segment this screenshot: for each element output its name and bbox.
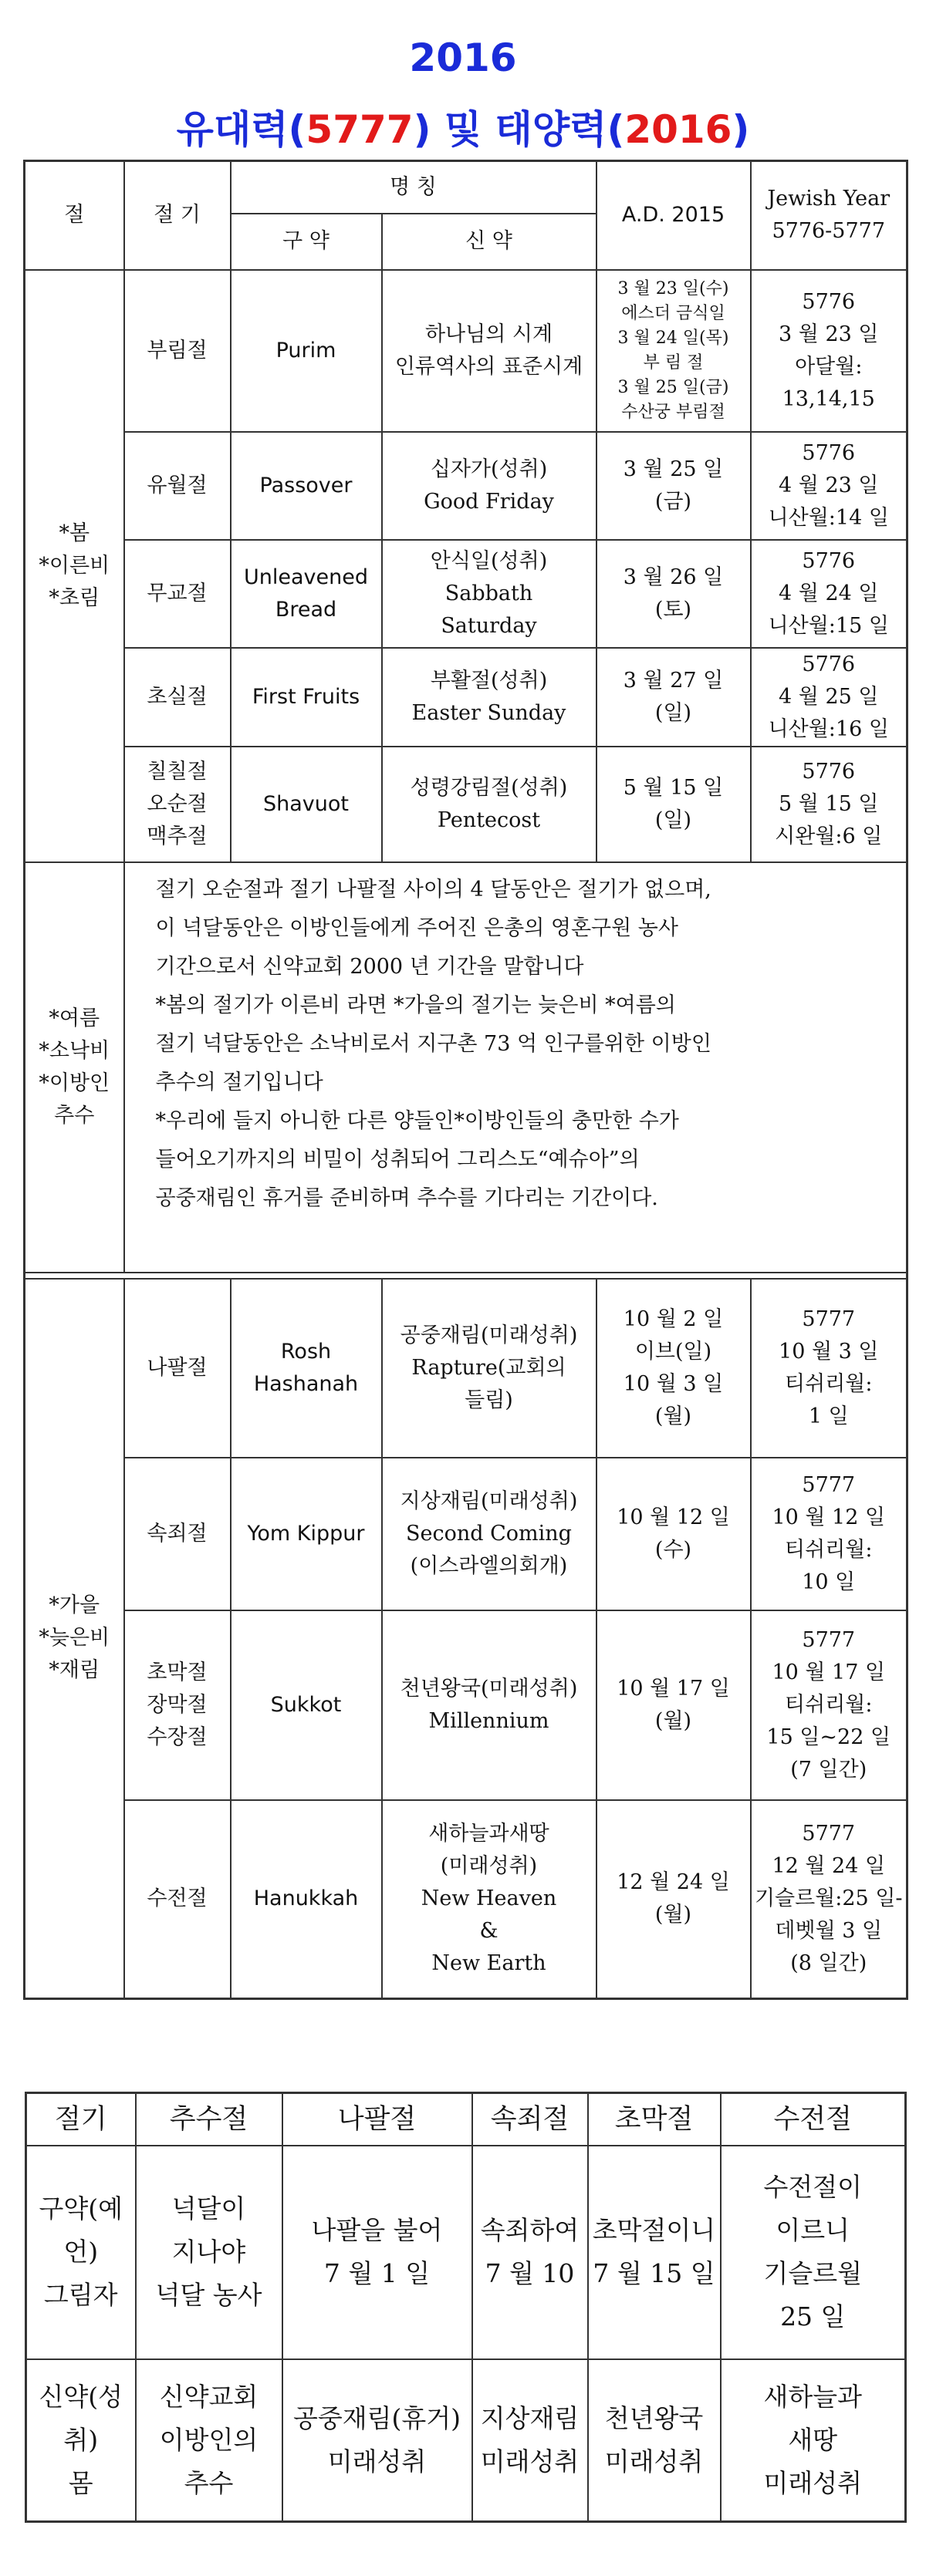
summary-cell-line: 7 월 15 일 <box>593 2258 715 2288</box>
gregorian-date-line: 3 월 27 일 <box>623 668 724 693</box>
new-testament-fulfillment <box>382 432 596 540</box>
summary-cell-line: 지상재림 <box>480 2402 580 2433</box>
jewish-date <box>751 747 907 862</box>
spring-season-line: *이른비 <box>39 553 110 578</box>
gregorian-date-line: 10 월 2 일 <box>623 1307 724 1331</box>
new-testament-fulfillment-line: 성령강림절(성취) <box>410 775 568 800</box>
new-testament-fulfillment <box>382 1610 596 1800</box>
summer-description-line: *우리에 들지 아니한 다른 양들인*이방인들의 충만한 수가 <box>155 1108 679 1133</box>
summary-cell-line: 초막절이니 <box>592 2215 716 2245</box>
summary-new-testament-row <box>26 2359 906 2522</box>
summary-cell-line: 나팔을 불어 <box>311 2215 443 2245</box>
old-testament-name-line: Hanukkah <box>253 1886 359 1911</box>
gregorian-date <box>596 432 751 540</box>
feast-name-line: 초막절 <box>147 1660 208 1684</box>
summary-header-row <box>26 2093 906 2146</box>
new-testament-fulfillment-line: Easter Sunday <box>411 700 566 725</box>
header-name: 명 칭 <box>231 161 596 214</box>
feast-name <box>124 1458 231 1610</box>
jewish-date <box>751 270 907 432</box>
jewish-date-line: 티쉬리월: <box>785 1371 873 1396</box>
gregorian-date <box>596 540 751 648</box>
summer-description-line: 절기 오순절과 절기 나팔절 사이의 4 달동안은 절기가 없으며, <box>155 877 711 902</box>
jewish-date-line: 5777 <box>802 1472 856 1497</box>
summary-header-cell: 수전절 <box>721 2093 906 2146</box>
old-testament-name <box>231 1610 382 1800</box>
summary-cell <box>282 2146 472 2359</box>
feast-name-line: 부림절 <box>147 338 208 362</box>
gregorian-date-line: 3 월 25 일(금) <box>617 377 729 397</box>
old-testament-name <box>231 1800 382 1999</box>
spring-season-line: *초림 <box>49 585 100 610</box>
title-part-c: ) 및 태양력( <box>413 107 625 152</box>
jewish-date-line: 기슬르월:25 일- <box>754 1886 903 1911</box>
summary-cell <box>472 2359 588 2522</box>
gregorian-date-line: (월) <box>654 1404 692 1428</box>
summary-cell <box>721 2359 906 2522</box>
gregorian-date-line: 3 월 23 일(수) <box>617 278 729 298</box>
summary-cell-line: 지나야 <box>171 2237 246 2267</box>
feast-name-line: 맥추절 <box>147 824 208 848</box>
summary-header-cell: 추수절 <box>136 2093 282 2146</box>
gregorian-date <box>596 747 751 862</box>
new-testament-fulfillment-line: New Heaven <box>421 1886 557 1911</box>
gregorian-date-line: 10 월 17 일 <box>617 1676 730 1701</box>
gregorian-date-line: 3 월 25 일 <box>623 457 724 481</box>
summary-row-label-line: 신약(성취) <box>39 2381 123 2455</box>
jewish-date-line: 10 일 <box>802 1570 856 1594</box>
summary-row-label-line: 몸 <box>68 2467 93 2498</box>
new-testament-fulfillment-line: (미래성취) <box>440 1854 538 1879</box>
gregorian-date-line: (일) <box>654 808 692 832</box>
summary-header-cell: 나팔절 <box>282 2093 472 2146</box>
summer-description-line: 기간으로서 신약교회 2000 년 기간을 말합니다 <box>155 954 584 979</box>
summary-cell-line: 속죄하여 <box>480 2215 580 2245</box>
gregorian-date <box>596 1800 751 1999</box>
gregorian-date <box>596 270 751 432</box>
jewish-date-line: 4 월 25 일 <box>779 684 879 709</box>
title-jewish-year: 5777 <box>306 107 414 152</box>
jewish-date-line: 5776 <box>802 759 856 784</box>
summer-description-line: 추수의 절기입니다 <box>155 1070 323 1094</box>
summary-cell-line: 공중재림(휴거) <box>292 2402 461 2433</box>
jewish-date-line: 시완월:6 일 <box>775 824 883 848</box>
summer-description-line: 들어오기까지의 비밀이 성취되어 그리스도“예슈아”의 <box>155 1147 640 1172</box>
old-testament-name <box>231 648 382 747</box>
jewish-date-line: 3 월 23 일 <box>779 322 879 346</box>
summary-cell-line: 넉달이 <box>171 2193 246 2224</box>
new-testament-fulfillment <box>382 648 596 747</box>
jewish-date-line: 15 일~22 일 <box>766 1725 891 1749</box>
jewish-date-line: 1 일 <box>808 1404 849 1428</box>
summer-description <box>124 862 907 1273</box>
new-testament-fulfillment-line: Second Coming <box>406 1521 572 1546</box>
feast-name-line: 칠칠절 <box>147 759 208 784</box>
jewish-date-line: 4 월 23 일 <box>779 473 879 497</box>
jewish-date-line: 10 월 3 일 <box>779 1339 879 1364</box>
summary-cell-line: 이르니 <box>776 2215 850 2245</box>
new-testament-fulfillment-line: Rapture(교회의 <box>411 1355 566 1380</box>
header-jewish-year <box>751 161 907 270</box>
old-testament-name <box>231 270 382 432</box>
summary-cell <box>136 2146 282 2359</box>
summary-cell-line: 25 일 <box>780 2301 846 2332</box>
feast-name-line: 오순절 <box>147 791 208 816</box>
new-testament-fulfillment-line: Good Friday <box>424 489 554 514</box>
new-testament-fulfillment <box>382 1279 596 1458</box>
new-testament-fulfillment-line: 새하늘과새땅 <box>428 1822 549 1846</box>
title-part-e: ) <box>732 107 750 152</box>
summary-cell-line: 미래성취 <box>327 2446 427 2477</box>
jewish-date <box>751 648 907 747</box>
summary-cell-line: 미래성취 <box>604 2446 704 2477</box>
new-testament-fulfillment <box>382 1800 596 1999</box>
feast-name-line: 초실절 <box>147 684 208 709</box>
summary-cell-line: 7 월 10 <box>485 2258 575 2288</box>
summer-description-line: 공중재림인 휴거를 준비하며 추수를 기다리는 기간이다. <box>155 1185 658 1210</box>
new-testament-fulfillment-line: New Earth <box>431 1951 546 1976</box>
new-testament-fulfillment-line: 공중재림(미래성취) <box>400 1323 578 1347</box>
new-testament-fulfillment-line: 십자가(성취) <box>430 457 548 481</box>
new-testament-fulfillment-line: 인류역사의 표준시계 <box>394 354 583 379</box>
summary-table <box>25 2092 907 2523</box>
summary-cell-line: 미래성취 <box>763 2467 862 2498</box>
old-testament-name-line: Yom Kippur <box>247 1521 365 1546</box>
summary-row-label <box>26 2359 136 2522</box>
jewish-date <box>751 1800 907 1999</box>
year-title: 2016 <box>409 35 517 80</box>
new-testament-fulfillment <box>382 270 596 432</box>
title-solar-year: 2016 <box>624 107 732 152</box>
spring-feast-row <box>25 540 907 648</box>
summer-season-line: 추수 <box>54 1103 95 1128</box>
summary-cell-line: 이방인의 <box>159 2424 259 2455</box>
header-jewish-line2: 5776-5777 <box>772 219 886 244</box>
summary-cell-line: 7 월 1 일 <box>323 2258 431 2288</box>
gregorian-date-line: (토) <box>654 597 692 622</box>
new-testament-fulfillment-line: Pentecost <box>437 808 541 832</box>
jewish-date-line: 5776 <box>802 652 856 676</box>
autumn-feast-row <box>25 1610 907 1800</box>
new-testament-fulfillment <box>382 747 596 862</box>
jewish-date <box>751 1610 907 1800</box>
gregorian-date-line: (금) <box>654 489 692 514</box>
old-testament-name <box>231 540 382 648</box>
gregorian-date-line: (일) <box>654 700 692 725</box>
spring-feast-row <box>25 648 907 747</box>
summary-row-label <box>26 2146 136 2359</box>
spring-feast-row <box>25 270 907 432</box>
summary-header-cell: 속죄절 <box>472 2093 588 2146</box>
gregorian-date-line: 5 월 15 일 <box>623 775 724 800</box>
header-jewish-line1: Jewish Year <box>767 187 891 211</box>
calendar-title <box>0 99 926 160</box>
new-testament-fulfillment-line: Millennium <box>428 1708 549 1733</box>
new-testament-fulfillment-line: (이스라엘의회개) <box>410 1553 568 1578</box>
gregorian-date-line: 이브(일) <box>634 1339 712 1364</box>
header-ad: A.D. 2015 <box>596 161 751 270</box>
summary-cell <box>588 2146 721 2359</box>
spring-season-line: *봄 <box>59 521 90 545</box>
new-testament-fulfillment <box>382 540 596 648</box>
spring-feast-row <box>25 747 907 862</box>
spring-feast-row <box>25 432 907 540</box>
new-testament-fulfillment-line: & <box>479 1919 498 1944</box>
autumn-season-line: *재림 <box>49 1658 100 1683</box>
gregorian-date-line: 12 월 24 일 <box>617 1870 730 1895</box>
header-section: 절 <box>25 161 124 270</box>
gregorian-date <box>596 1458 751 1610</box>
jewish-date-line: 티쉬리월: <box>785 1537 873 1562</box>
new-testament-fulfillment-line: 천년왕국(미래성취) <box>400 1676 578 1701</box>
feast-name-line: 무교절 <box>147 581 208 605</box>
jewish-date-line: 5 월 15 일 <box>779 791 879 816</box>
autumn-feast-row <box>25 1800 907 1999</box>
feast-name-line: 수전절 <box>147 1886 208 1911</box>
summary-cell-line: 기슬르월 <box>763 2258 862 2288</box>
summary-cell-line: 미래성취 <box>480 2446 580 2477</box>
old-testament-name <box>231 1458 382 1610</box>
new-testament-fulfillment-line: 부활절(성취) <box>430 668 548 693</box>
jewish-date <box>751 432 907 540</box>
jewish-date-line: 5776 <box>802 548 856 573</box>
summary-cell-line: 넉달 농사 <box>155 2280 262 2310</box>
jewish-date-line: 니산월:14 일 <box>768 505 889 530</box>
header-new-testament: 신 약 <box>382 214 596 270</box>
autumn-season-line: *가을 <box>49 1593 100 1618</box>
summary-cell-line: 추수 <box>184 2467 234 2498</box>
feast-name <box>124 432 231 540</box>
summer-season-line: *여름 <box>49 1006 100 1030</box>
old-testament-name-line: Unleavened <box>244 565 368 589</box>
gregorian-date-line: 부 림 절 <box>643 352 704 373</box>
gregorian-date-line: 3 월 24 일(목) <box>617 328 729 348</box>
summary-header-cell: 절기 <box>26 2093 136 2146</box>
autumn-season-line: *늦은비 <box>39 1626 110 1650</box>
feast-name <box>124 540 231 648</box>
summer-row <box>25 862 907 1273</box>
feast-name-line: 수장절 <box>147 1725 208 1749</box>
jewish-date-line: (8 일간) <box>790 1951 867 1976</box>
summary-header-cell: 초막절 <box>588 2093 721 2146</box>
summer-description-line: 이 넉달동안은 이방인들에게 주어진 은총의 영혼구원 농사 <box>155 915 678 940</box>
summary-cell <box>136 2359 282 2522</box>
jewish-date-line: 5777 <box>802 1627 856 1652</box>
gregorian-date <box>596 648 751 747</box>
spring-season <box>25 270 124 862</box>
jewish-date <box>751 540 907 648</box>
gregorian-date-line: 10 월 12 일 <box>617 1505 730 1529</box>
jewish-date-line: 5776 <box>802 440 856 465</box>
summary-cell-line: 새땅 <box>788 2424 838 2455</box>
old-testament-name-line: Rosh <box>280 1339 332 1364</box>
new-testament-fulfillment-line: 안식일(성취) <box>430 548 548 573</box>
jewish-date-line: 13,14,15 <box>782 386 875 411</box>
autumn-feast-row <box>25 1458 907 1610</box>
summary-row-label-line: 그림자 <box>43 2280 118 2310</box>
title-part-a: 유대력( <box>176 107 306 152</box>
gregorian-date-line: 에스더 금식일 <box>621 303 725 323</box>
jewish-date-line: 니산월:16 일 <box>768 716 889 741</box>
autumn-season <box>25 1279 124 1999</box>
feast-name <box>124 648 231 747</box>
gregorian-date <box>596 1610 751 1800</box>
old-testament-name <box>231 1279 382 1458</box>
summary-cell-line: 수전절이 <box>763 2172 862 2202</box>
new-testament-fulfillment-line: Saturday <box>441 613 537 638</box>
summary-cell-line: 신약교회 <box>159 2381 259 2412</box>
old-testament-name-line: Purim <box>275 338 336 362</box>
gregorian-date-line: (수) <box>654 1537 692 1562</box>
summer-season-line: *소낙비 <box>39 1038 110 1063</box>
jewish-date-line: 티쉬리월: <box>785 1692 873 1717</box>
gregorian-date-line: (월) <box>654 1903 692 1927</box>
jewish-date-line: 10 월 17 일 <box>772 1660 886 1684</box>
section-gap <box>25 1273 907 1279</box>
jewish-date <box>751 1458 907 1610</box>
feast-name <box>124 747 231 862</box>
gregorian-date <box>596 1279 751 1458</box>
summer-season <box>25 862 124 1273</box>
summary-cell <box>721 2146 906 2359</box>
header-feast: 절 기 <box>124 161 231 270</box>
gregorian-date-line: 3 월 26 일 <box>623 565 724 589</box>
header-old-testament: 구 약 <box>231 214 382 270</box>
summary-cell <box>282 2359 472 2522</box>
jewish-date-line: 10 월 12 일 <box>772 1505 886 1529</box>
jewish-date-line: 4 월 24 일 <box>779 581 879 605</box>
jewish-date <box>751 1279 907 1458</box>
summary-cell <box>588 2359 721 2522</box>
jewish-date-line: 아달월: <box>795 354 863 379</box>
jewish-date-line: (7 일간) <box>790 1757 867 1782</box>
old-testament-name-line: Passover <box>259 473 353 497</box>
feast-name <box>124 270 231 432</box>
gregorian-date-line: 10 월 3 일 <box>623 1371 724 1396</box>
jewish-date-line: 5777 <box>802 1307 856 1331</box>
summer-description-line: 절기 넉달동안은 소낙비로서 지구촌 73 억 인구를위한 이방인 <box>155 1031 711 1056</box>
autumn-feast-row <box>25 1279 907 1458</box>
feast-name <box>124 1800 231 1999</box>
feast-name-line: 속죄절 <box>147 1521 208 1546</box>
jewish-date-line: 데벳월 3 일 <box>775 1919 883 1944</box>
jewish-date-line: 5777 <box>802 1822 856 1846</box>
jewish-date-line: 12 월 24 일 <box>772 1854 886 1879</box>
gregorian-date-line: (월) <box>654 1708 692 1733</box>
old-testament-name-line: Sukkot <box>270 1692 342 1717</box>
feast-name <box>124 1279 231 1458</box>
summary-old-testament-row <box>26 2146 906 2359</box>
old-testament-name <box>231 747 382 862</box>
gregorian-date-line: 수산궁 부림절 <box>621 402 725 422</box>
summary-cell-line: 새하늘과 <box>763 2381 862 2412</box>
new-testament-fulfillment <box>382 1458 596 1610</box>
feast-calendar-table <box>23 160 908 2000</box>
feast-name-line: 장막절 <box>147 1692 208 1717</box>
new-testament-fulfillment-line: 들림) <box>465 1387 513 1412</box>
feast-name-line: 유월절 <box>147 473 208 497</box>
old-testament-name-line: Bread <box>275 597 337 622</box>
old-testament-name-line: Shavuot <box>263 791 349 816</box>
new-testament-fulfillment-line: 하나님의 시계 <box>424 322 553 346</box>
feast-name <box>124 1610 231 1800</box>
summary-cell-line: 천년왕국 <box>604 2402 704 2433</box>
jewish-date-line: 5776 <box>802 289 856 314</box>
summer-description-line: *봄의 절기가 이른비 라면 *가을의 절기는 늦은비 *여름의 <box>155 993 676 1017</box>
summer-season-line: *이방인 <box>39 1071 110 1095</box>
jewish-date-line: 니산월:15 일 <box>768 613 889 638</box>
section-gap-cell <box>25 1273 907 1279</box>
summary-row-label-line: 구약(예언) <box>39 2193 123 2267</box>
old-testament-name-line: First Fruits <box>252 684 360 709</box>
feast-name-line: 나팔절 <box>147 1355 208 1380</box>
old-testament-name <box>231 432 382 540</box>
summary-cell <box>472 2146 588 2359</box>
old-testament-name-line: Hashanah <box>253 1371 359 1396</box>
new-testament-fulfillment-line: 지상재림(미래성취) <box>400 1489 578 1513</box>
new-testament-fulfillment-line: Sabbath <box>444 581 533 605</box>
